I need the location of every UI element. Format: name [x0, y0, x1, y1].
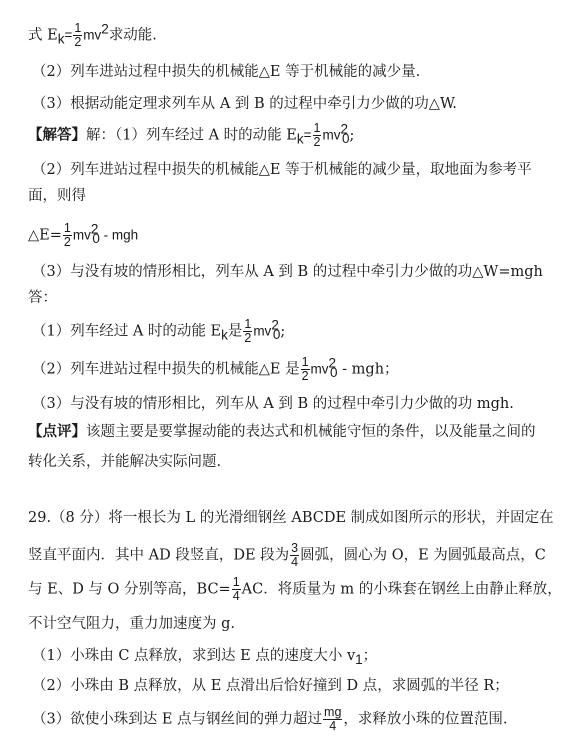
solution-tag: 【解答】 — [28, 126, 86, 144]
solution-line-3: 面，则得 — [28, 188, 86, 204]
analysis-line-2: （2）列车进站过程中损失的机械能△E 等于机械能的减少量. — [32, 64, 421, 80]
comment-line-2: 转化关系，并能解决实际问题. — [28, 454, 222, 470]
question-29-part-3: （3）欲使小珠到达 E 点与钢丝间的弹力超过 $\frac{mg}{4}$ ，求释放小珠的位置范围. — [32, 705, 508, 733]
fraction: $\frac{1}{2}$ — [63, 221, 71, 249]
fraction: $\frac{mg}{4}$ — [324, 705, 342, 733]
answer-line-1: （1）列车经过 A 时的动能 $E_k$是 $\frac{1}{2}$ $mv^2_0$; — [32, 317, 286, 345]
answer-line-2: （2）列车进站过程中损失的机械能△E 是 $\frac{1}{2}$ $mv^2_0$ - mgh； — [32, 355, 399, 383]
comment-tag: 【点评】 — [28, 423, 86, 440]
fraction: $\frac{1}{4}$ — [232, 575, 240, 603]
fraction: $\frac{1}{2}$ — [301, 355, 309, 383]
question-29-line-4: 不计空气阻力，重力加速度为 g. — [28, 616, 235, 632]
question-29-line-3: 与 E、D 与 O 分别等高，BC= $\frac{1}{4}$ AC．将质量为 m 的小珠套在钢丝上由静止释放， — [28, 575, 562, 603]
question-29-line-1: 29.（8 分）将一根长为 L 的光滑细钢丝 ABCDE 制成如图所示的形状，并固定在 — [28, 510, 554, 526]
analysis-line-1: 式 $E_k=$ $\frac{1}{2}$ $mv^2$求动能. — [28, 21, 157, 49]
comment-line-1: 【点评】该题主要是要掌握动能的表达式和机械能守恒的条件，以及能量之间的 — [28, 423, 536, 440]
answer-line-3: （3）与没有坡的情形相比，列车从 A 到 B 的过程中牵引力少做的功 mgh. — [32, 396, 514, 412]
solution-line-1: 【解答】解：（1）列车经过 A 时的动能 $E_k=$ $\frac{1}{2}$ $mv^2_0$; — [28, 121, 355, 149]
analysis-line-3: （3）根据动能定理求列车从 A 到 B 的过程中牵引力少做的功△W. — [32, 96, 457, 112]
solution-line-4: △E= $\frac{1}{2}$ $mv^2_0$ - mgh — [28, 221, 139, 249]
answer-label: 答： — [28, 290, 57, 306]
fraction: $\frac{1}{2}$ — [244, 317, 252, 345]
question-29-part-1: （1）小珠由 C 点释放，求到达 E 点的速度大小 $v_1$； — [32, 648, 378, 667]
solution-line-2: （2）列车进站过程中损失的机械能△E 等于机械能的减少量，取地面为参考平 — [32, 162, 532, 178]
fraction: $\frac{1}{2}$ — [74, 21, 82, 49]
fraction: $\frac{3}{4}$ — [291, 541, 299, 569]
fraction: $\frac{1}{2}$ — [313, 121, 321, 149]
question-29-part-2: （2）小珠由 B 点释放，从 E 点滑出后恰好撞到 D 点，求圆弧的半径 R； — [32, 678, 509, 694]
question-29-line-2: 竖直平面内．其中 AD 段竖直，DE 段为 $\frac{3}{4}$ 圆弧，圆心为 O，E 为圆弧最高点，C — [28, 541, 546, 569]
solution-line-5: （3）与没有坡的情形相比，列车从 A 到 B 的过程中牵引力少做的功△W=mgh — [32, 264, 543, 280]
